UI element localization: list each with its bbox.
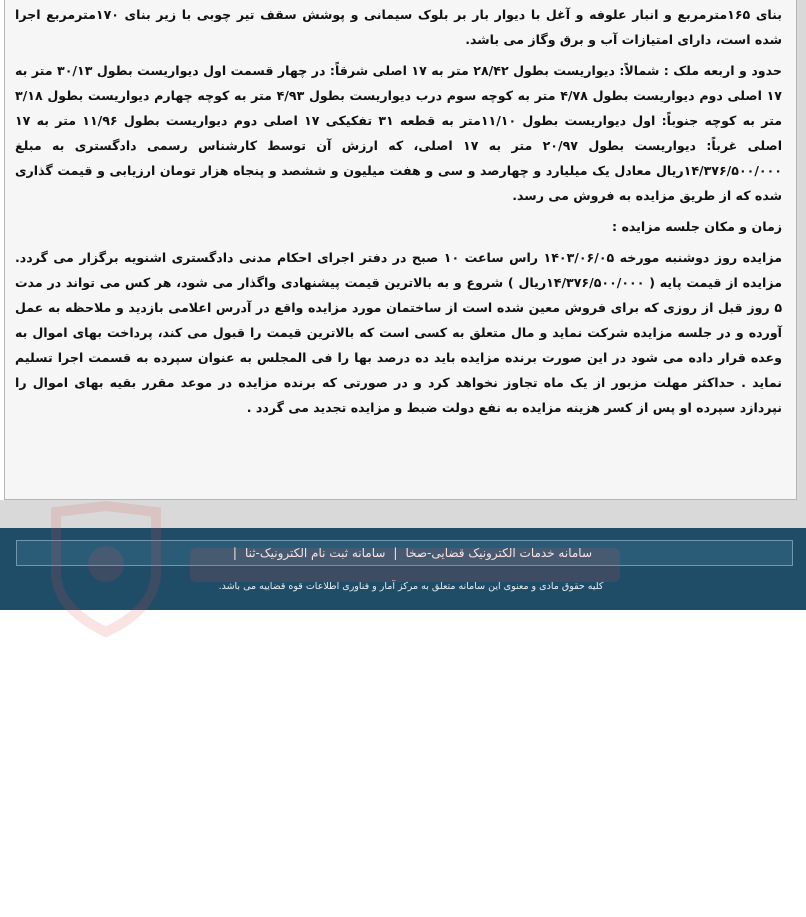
sakha-service-link[interactable]: سامانه خدمات الکترونیک قضایی-صخا: [405, 546, 592, 560]
footer-link-separator-end: |: [232, 546, 237, 560]
building-description-paragraph: بنای ۱۶۵مترمربع و انبار علوفه و آغل با دیوار بار بر بلوک سیمانی و پوشش سقف تیر چوبی با زیر بنای ۱۷۰مترمربع اجرا شده است، دارای امتیازات آب و برق وگاز می باشد.: [15, 7, 782, 47]
footer-link-separator: |: [393, 546, 398, 560]
sana-registration-link[interactable]: سامانه ثبت نام الکترونیک-ثنا: [244, 546, 386, 560]
page-gap-divider: [0, 500, 806, 528]
property-boundaries-paragraph: حدود و اربعه ملک : شمالاً: دیواریست بطول ۲۸/۴۲ متر به ۱۷ اصلی شرقاً: در چهار قسمت اول دیواریست بطول ۳۰/۱۳ متر به ۱۷ اصلی دوم دیواریست بطول ۴/۷۸ متر به کوچه سوم درب دیواریست بطول ۴/۹۳ متر به کوچه چهارم دیواریست بطول ۳/۱۸ متر به کوچه جنوباً: اول دیواریست بطول ۱۱/۱۰متر به قطعه ۳۱ تفکیکی ۱۷ اصلی دوم دیواریست بطول ۱۱/۹۶ متر به ۱۷ اصلی غرباً: دیواریست بطول ۲۰/۹۷ متر به ۱۷ اصلی، که ارزش آن توسط کارشناس رسمی دادگستری به مبلغ ۱۴/۳۷۶/۵۰۰/۰۰۰ریال معادل یک میلیارد و چهارصد و سی و هفت میلیون و ششصد و پنجاه هزار تومان ارزیابی و قیمت گذاری شده که از طریق مزایده به فروش می رسد.: [15, 63, 783, 203]
time-place-heading: زمان و مکان جلسه مزایده :: [612, 219, 782, 234]
notice-content-panel: [4, 0, 797, 500]
auction-terms-paragraph: مزایده روز دوشنبه مورخه ۱۴۰۳/۰۶/۰۵ راس ساعت ۱۰ صبح در دفتر اجرای احکام مدنی دادگستری اشنویه برگزار می گردد. مزایده از قیمت پایه ( ۱۴/۳۷۶/۵۰۰/۰۰۰ریال ) شروع و به بالاترین قیمت پیشنهادی واگذار می شود، هر کس می تواند در مدت ۵ روز قبل از روزی که برای فروش معین شده است از ساختمان مورد مزایده واقع در آدرس اعلامی بازدید و ملاحظه به عمل آورده و در جلسه مزایده شرکت نماید و مال متعلق به کسی است که بالاترین قیمت را قبول می کند، پرداخت بهای اموال به وعده قرار داده می شود در این صورت برنده مزایده باید ده درصد بها را فی المجلس به عنوان سپرده به قسمت اجرا تسلیم نماید . حداکثر مهلت مزبور از یک ماه تجاوز نخواهد کرد و در صورتی که برنده مزایده در موعد مقرر بقیه بهای اموال را نپردازد سپرده او پس از کسر هزینه مزایده به نفع دولت ضبط و مزایده تجدید می گردد .: [15, 250, 782, 415]
panel-shadow: [797, 0, 806, 528]
footer-copyright: کلیه حقوق مادی و معنوی این سامانه متعلق به مرکز آمار و فناوری اطلاعات قوه قضاییه می باشد.: [218, 581, 604, 592]
notice-text: [5, 0, 796, 420]
site-footer: [0, 528, 806, 610]
footer-links-bar: [16, 540, 793, 566]
